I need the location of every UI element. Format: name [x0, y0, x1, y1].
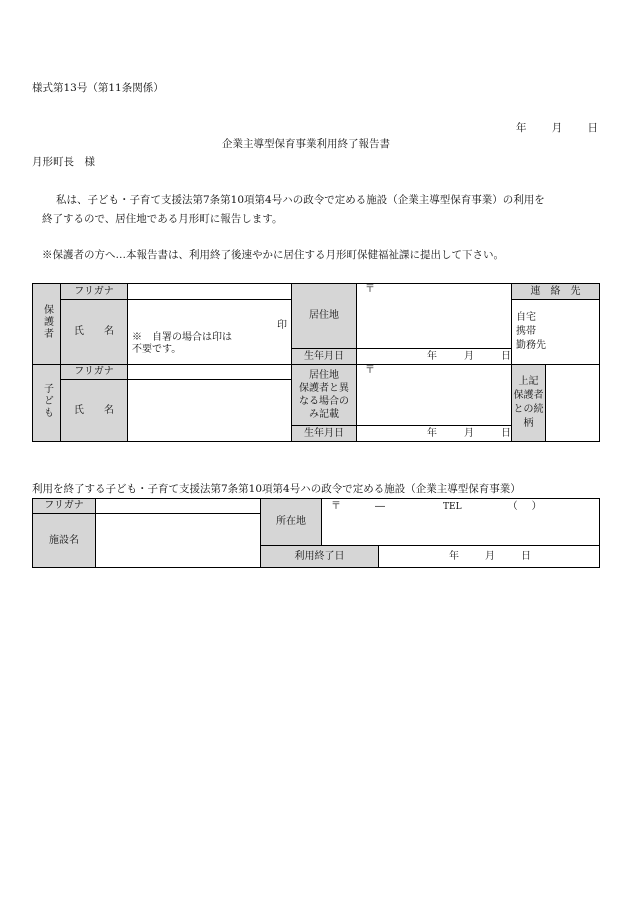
postal-dash: ― [375, 501, 385, 512]
date-month-label: 月 [551, 122, 563, 134]
facility-table [32, 498, 600, 568]
contact-field[interactable] [512, 300, 600, 365]
end-day: 日 [521, 550, 531, 562]
notice: ※保護者の方へ…本報告書は、利用終了後速やかに居住する月形町保健福祉課に提出して下さい。 [42, 249, 504, 261]
contact-work: 勤務先 [516, 340, 546, 351]
relation-2: 保護者 [513, 390, 544, 401]
relation-1: 上記 [518, 376, 539, 387]
end-date-label: 利用終了日 [261, 546, 379, 568]
child-residence-3: なる場合の [299, 396, 349, 407]
addressee: 月形町長 様 [32, 156, 95, 168]
facility-postal-mark: 〒 [331, 501, 341, 512]
facility-name-label: 施設名 [33, 514, 96, 568]
date-year-label: 年 [516, 122, 527, 134]
body-line-2: 終了するので、居住地である月形町に報告します。 [42, 213, 283, 225]
child-birth-month: 月 [464, 427, 474, 439]
relation-3: との続柄 [513, 404, 544, 429]
date-line [516, 120, 598, 135]
document-title: 企業主導型保育事業利用終了報告書 [222, 138, 390, 150]
facility-furigana-label: フリガナ [33, 499, 96, 514]
tel-label: TEL [443, 502, 462, 512]
child-residence-4: み記載 [309, 409, 339, 420]
guardian-label-cell [33, 284, 61, 365]
child-label: 子ども [41, 383, 53, 419]
child-name-field[interactable] [128, 380, 292, 442]
child-label-cell [33, 365, 61, 442]
guardian-birthdate-label: 生年月日 [292, 349, 357, 365]
child-residence-2: 保護者と異 [299, 383, 349, 394]
child-name-label: 氏 名 [61, 380, 128, 442]
relation-label [512, 365, 546, 442]
child-residence-label [292, 365, 357, 426]
guardian-furigana-field[interactable] [128, 284, 292, 300]
form-number: 様式第13号（第11条関係） [32, 82, 164, 94]
child-residence-field[interactable] [357, 365, 512, 426]
seal-note-1: ※ 自署の場合は印は [132, 332, 232, 343]
facility-furigana-field[interactable] [96, 499, 261, 514]
location-label: 所在地 [261, 499, 322, 546]
relation-field[interactable] [546, 365, 600, 442]
applicant-table [32, 283, 600, 442]
child-birth-day: 日 [501, 427, 511, 439]
date-day-label: 日 [587, 122, 598, 134]
tel-paren-close: ） [531, 501, 542, 512]
child-birth-year: 年 [427, 427, 437, 439]
seal-mark: 印 [277, 320, 287, 331]
body-line-1: 私は、子ども・子育て支援法第7条第10項第4号ハの政令で定める施設（企業主導型保育事業）の利用を [56, 194, 545, 206]
facility-heading: 利用を終了する子ども・子育て支援法第7条第10項第4号ハの政令で定める施設（企業主導型保育事業） [32, 483, 521, 495]
guardian-name-field[interactable] [128, 300, 292, 365]
guardian-birthdate-field[interactable] [357, 349, 512, 365]
child-birthdate-label: 生年月日 [292, 426, 357, 442]
birth-year: 年 [427, 350, 437, 362]
tel-paren-open: （ [507, 501, 518, 512]
contact-mobile: 携帯 [516, 326, 536, 337]
contact-header: 連 絡 先 [512, 284, 600, 300]
guardian-residence-field[interactable] [357, 284, 512, 349]
guardian-name-label: 氏 名 [61, 300, 128, 365]
child-furigana-field[interactable] [128, 365, 292, 380]
child-residence-1: 居住地 [309, 370, 339, 381]
guardian-furigana-label: フリガナ [61, 284, 128, 300]
contact-home: 自宅 [516, 312, 536, 323]
child-furigana-label: フリガナ [61, 365, 128, 380]
birth-month: 月 [464, 350, 474, 362]
facility-name-field[interactable] [96, 514, 261, 568]
child-birthdate-field[interactable] [357, 426, 512, 442]
end-year: 年 [449, 550, 459, 562]
postal-mark: 〒 [365, 284, 375, 295]
end-month: 月 [485, 550, 495, 562]
residence-label: 居住地 [292, 284, 357, 349]
birth-day: 日 [501, 350, 511, 362]
end-date-field[interactable] [379, 546, 600, 568]
guardian-label: 保護者 [41, 304, 53, 340]
child-postal-mark: 〒 [365, 365, 375, 376]
seal-note-2: 不要です。 [132, 344, 182, 355]
location-field[interactable] [322, 499, 600, 546]
